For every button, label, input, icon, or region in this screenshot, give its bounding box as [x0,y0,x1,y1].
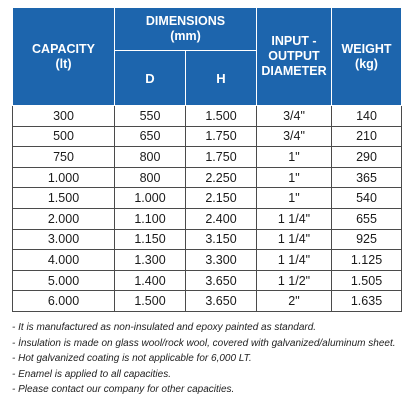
table-body [13,106,402,312]
header-capacity-label: CAPACITY [32,41,95,56]
note-item: - Please contact our company for other capacities. [12,384,235,395]
header-d: D [115,51,186,106]
cell-diameter: 1 1/2" [257,270,332,291]
note-item: - Hot galvanized coating is not applicable for 6,000 LT. [12,353,252,364]
header-diameter [257,8,332,106]
cell-h: 2.400 [186,208,257,229]
table-row [13,188,402,209]
header-h: H [186,51,257,106]
cell-weight: 1.125 [332,250,402,271]
cell-capacity: 1.500 [13,188,115,209]
cell-diameter: 1" [257,167,332,188]
cell-h: 1.750 [186,126,257,147]
header-diameter-line1: INPUT - [271,34,317,48]
cell-d: 1.100 [115,208,186,229]
cell-diameter: 2" [257,291,332,312]
cell-weight: 925 [332,229,402,250]
cell-weight: 365 [332,167,402,188]
cell-h: 1.500 [186,106,257,127]
cell-d: 800 [115,167,186,188]
header-dimensions [115,8,257,51]
header-weight-unit: (kg) [355,56,378,71]
cell-h: 3.650 [186,291,257,312]
cell-d: 550 [115,106,186,127]
table-row [13,126,402,147]
cell-d: 1.000 [115,188,186,209]
cell-d: 1.150 [115,229,186,250]
cell-weight: 1.505 [332,270,402,291]
header-dimensions-unit: (mm) [170,29,201,43]
header-capacity [13,8,115,106]
cell-weight: 1.635 [332,291,402,312]
specification-table [12,7,402,312]
cell-diameter: 3/4" [257,126,332,147]
cell-h: 2.150 [186,188,257,209]
cell-h: 1.750 [186,147,257,168]
cell-d: 1.300 [115,250,186,271]
cell-h: 3.150 [186,229,257,250]
cell-diameter: 1 1/4" [257,208,332,229]
cell-d: 1.500 [115,291,186,312]
cell-diameter: 1 1/4" [257,229,332,250]
cell-weight: 140 [332,106,402,127]
cell-capacity: 1.000 [13,167,115,188]
header-diameter-line3: DIAMETER [261,64,327,78]
table-row [13,291,402,312]
table-row [13,270,402,291]
cell-capacity: 2.000 [13,208,115,229]
header-dimensions-label: DIMENSIONS [145,14,226,28]
cell-capacity: 300 [13,106,115,127]
cell-weight: 210 [332,126,402,147]
header-capacity-unit: (lt) [55,56,72,71]
cell-capacity: 500 [13,126,115,147]
table-row [13,229,402,250]
note-item: - It is manufactured as non-insulated and epoxy painted as standard. [12,322,317,333]
table-row [13,167,402,188]
table-row [13,250,402,271]
cell-h: 2.250 [186,167,257,188]
cell-d: 800 [115,147,186,168]
cell-weight: 290 [332,147,402,168]
note-item: - Enamel is applied to all capacities. [12,368,171,380]
header-weight-label: WEIGHT [341,41,392,56]
table-header [13,8,402,106]
cell-weight: 540 [332,188,402,209]
cell-capacity: 4.000 [13,250,115,271]
note-item: - İnsulation is made on glass wool/rock wool, covered with galvanized/aluminum sheet. [12,337,396,349]
table-row [13,147,402,168]
cell-d: 650 [115,126,186,147]
table-row [13,208,402,229]
notes-list [12,320,407,398]
header-diameter-line2: OUTPUT [268,49,320,63]
cell-diameter: 3/4" [257,106,332,127]
cell-h: 3.300 [186,250,257,271]
cell-capacity: 6.000 [13,291,115,312]
cell-h: 3.650 [186,270,257,291]
cell-capacity: 750 [13,147,115,168]
cell-diameter: 1 1/4" [257,250,332,271]
cell-capacity: 5.000 [13,270,115,291]
cell-weight: 655 [332,208,402,229]
cell-d: 1.400 [115,270,186,291]
header-weight [332,8,402,106]
cell-capacity: 3.000 [13,229,115,250]
cell-diameter: 1" [257,147,332,168]
cell-diameter: 1" [257,188,332,209]
table-row [13,106,402,127]
